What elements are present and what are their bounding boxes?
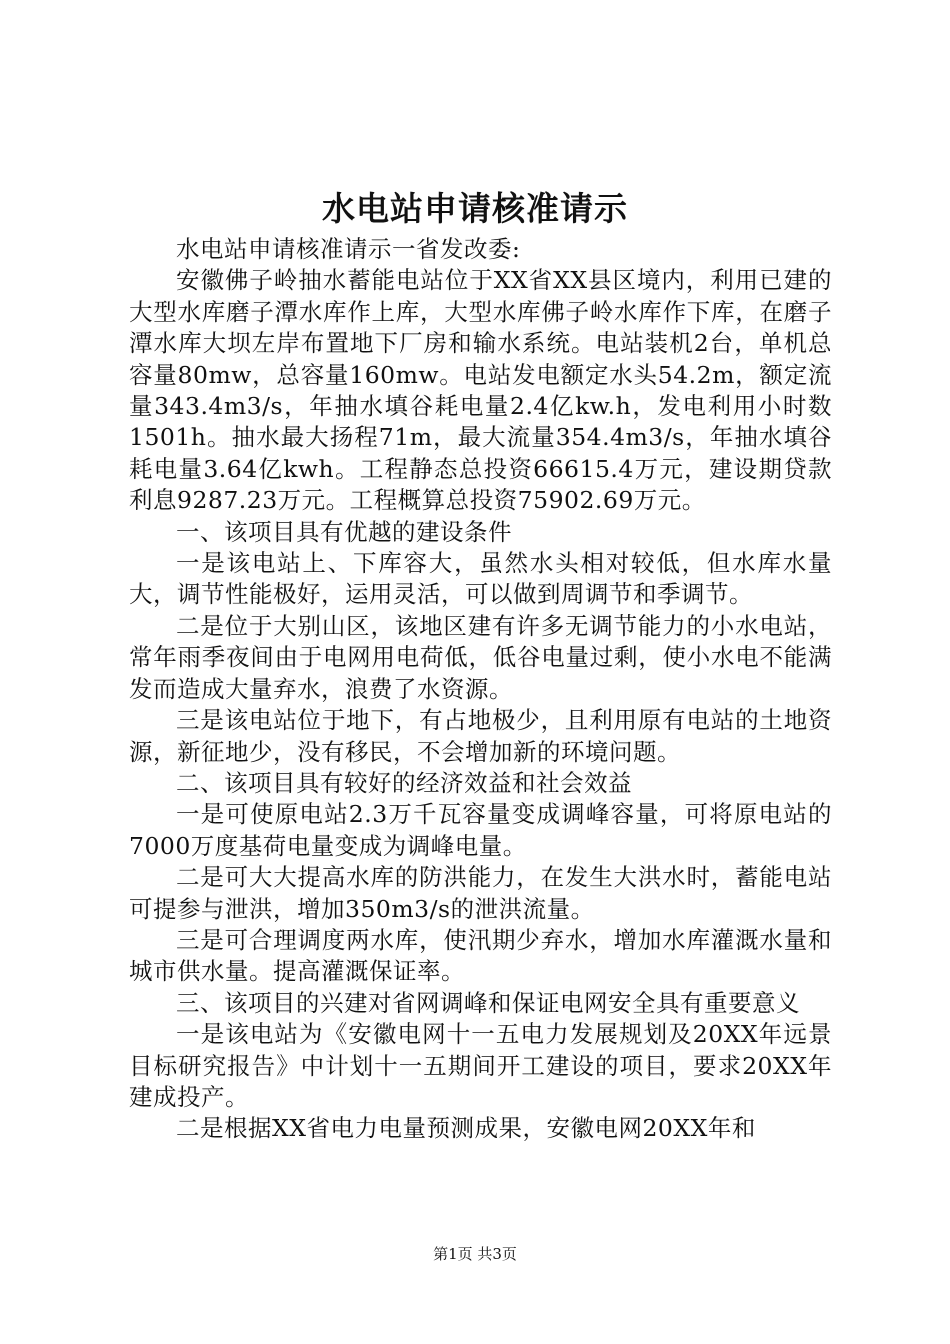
page-number-footer: 第1页 共3页 bbox=[433, 1245, 517, 1263]
body-paragraph: 一是该电站上、下库容大，虽然水头相对较低，但水库水量大，调节性能极好，运用灵活，可以做到周调节和季调节。 bbox=[129, 549, 832, 609]
body-paragraph: 二是根据XX省电力电量预测成果，安徽电网20XX年和 bbox=[176, 1114, 756, 1143]
body-paragraph: 二是可大大提高水库的防洪能力，在发生大洪水时，蓄能电站可提参与泄洪，增加350m3/s的泄洪流量。 bbox=[129, 863, 832, 923]
body-paragraph: 二是位于大别山区，该地区建有许多无调节能力的小水电站，常年雨季夜间由于电网用电荷低，低谷电量过剩，使小水电不能满发而造成大量弃水，浪费了水资源。 bbox=[129, 611, 832, 703]
body-paragraph: 一是该电站为《安徽电网十一五电力发展规划及20XX年远景目标研究报告》中计划十一五期间开工建设的项目，要求20XX年建成投产。 bbox=[129, 1020, 832, 1111]
body-paragraph: 安徽佛子岭抽水蓄能电站位于XX省XX县区境内，利用已建的大型水库磨子潭水库作上库，大型水库佛子岭水库作下库，在磨子潭水库大坝左岸布置地下厂房和输水系统。电站装机2台，单机总容量80mw，总容量160mw。电站发电额定水头54.2m，额定流量343.4m3/s，年抽水填谷耗电量2.4亿kw.h，发电利用小时数1501h。抽水最大扬程71m，最大流量354.4m3/s，年抽水填谷耗电量3.64亿kwh。工程静态总投资66615.4万元，建设期贷款利息9287.23万元。工程概算总投资75902.69万元。 bbox=[129, 266, 832, 515]
document-title: 水电站申请核准请示 bbox=[322, 189, 628, 228]
body-paragraph: 三是该电站位于地下，有占地极少，且利用原有电站的土地资源，新征地少，没有移民，不会增加新的环境问题。 bbox=[129, 706, 832, 766]
section-heading: 三、该项目的兴建对省网调峰和保证电网安全具有重要意义 bbox=[176, 988, 800, 1017]
section-heading: 一、该项目具有优越的建设条件 bbox=[176, 517, 512, 546]
body-paragraph: 三是可合理调度两水库，使汛期少弃水，增加水库灌溉水量和城市供水量。提高灌溉保证率。 bbox=[129, 925, 832, 986]
document-body bbox=[129, 234, 832, 1145]
section-heading: 二、该项目具有较好的经济效益和社会效益 bbox=[176, 768, 632, 797]
salutation-paragraph: 水电站申请核准请示一省发改委: bbox=[176, 235, 521, 263]
body-paragraph: 一是可使原电站2.3万千瓦容量变成调峰容量，可将原电站的7000万度基荷电量变成为调峰电量。 bbox=[129, 800, 832, 860]
